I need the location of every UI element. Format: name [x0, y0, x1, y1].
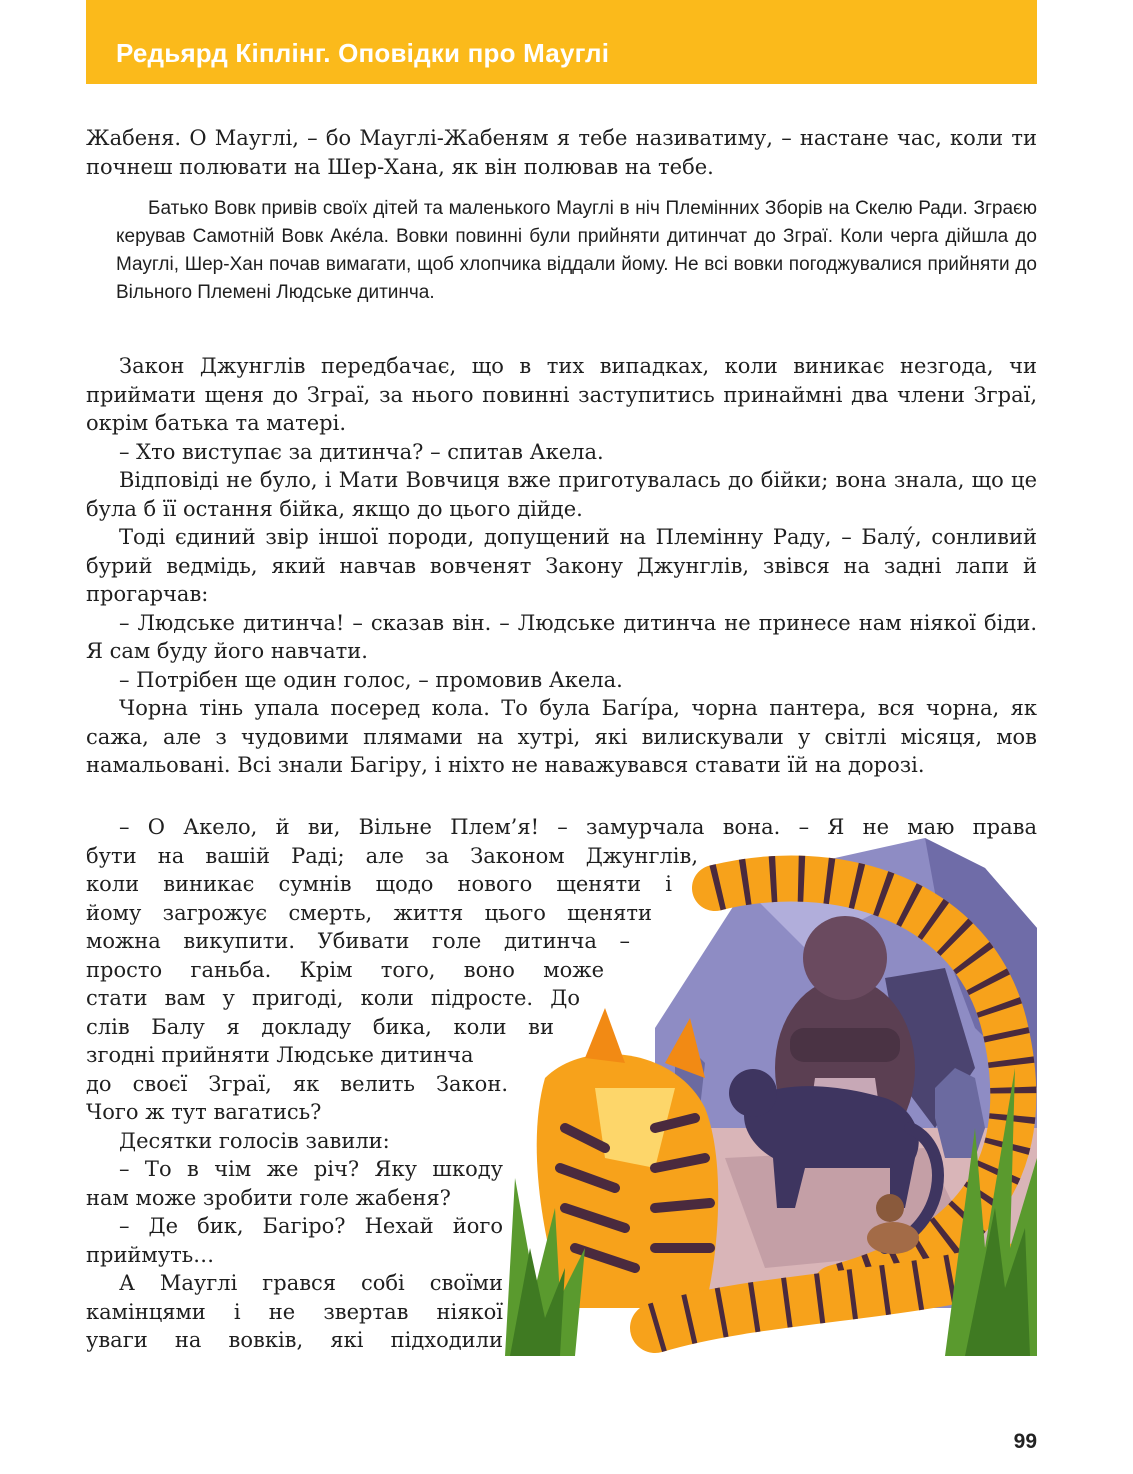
text-line: – О Акело, й ви, Вільне Плем’я! – замурчала вона. – Я не маю права — [119, 815, 1037, 839]
text-line: нам може зробити голе жабеня? — [86, 1185, 451, 1210]
text-line: камінцями і не звертав ніякої — [86, 1299, 503, 1324]
page-number: 99 — [1013, 1430, 1037, 1453]
running-title: Редьярд Кіплінг. Оповідки про Мауглі — [116, 38, 610, 68]
text-line: коли виникає сумнів щодо нового щеняти і — [86, 872, 672, 896]
text-line: приймуть… — [86, 1242, 215, 1267]
paragraph: – Потрібен ще один голос, – промовив Акела. — [119, 667, 623, 692]
text-line: уваги на вовків, які підходили — [86, 1328, 503, 1352]
mowgli-head — [876, 1194, 904, 1222]
paragraph: Закон Джунглів передбачає, що в тих випадках, коли виникає незгода, чи приймати щеня до Зграї, за нього повинні заступитись принаймні два члени Зграї, окрім батька та матері. — [86, 354, 1037, 435]
intro-paragraph-block — [86, 124, 1037, 181]
text-line: стати вам у пригоді, коли підросте. До — [86, 986, 580, 1010]
text-line: до своєї Зграї, як велить Закон. — [86, 1071, 508, 1096]
text-line: бути на вашій Раді; але за Законом Джунглів, — [86, 843, 698, 868]
main-text — [86, 352, 1037, 780]
tiger-ear-left — [585, 1008, 625, 1063]
paragraph: Тоді єдиний звір іншої породи, допущений на Племінну Раду, – Балу́, сонливий бурий ведмідь, який навчав вовченят Закону Джунглів, звівся на задні лапи й прогарчав: — [86, 525, 1037, 606]
mowgli-body — [867, 1222, 919, 1254]
text-line: слів Балу я докладу бика, коли ви — [86, 1014, 554, 1039]
text-line: – То в чім же річ? Яку шкоду — [119, 1157, 503, 1181]
text-line: – Де бик, Багіро? Нехай його — [119, 1214, 503, 1238]
paragraph: – Хто виступає за дитинча? – спитав Акела. — [119, 439, 604, 464]
paragraph: – Людське дитинча! – сказав він. – Людське дитинча не принесе нам ніякої біди. Я сам буду його навчати. — [86, 610, 1037, 663]
text-line: просто ганьба. Крім того, воно може — [86, 957, 604, 982]
bear-head — [803, 916, 887, 1000]
paragraph: Відповіді не було, і Мати Вовчиця вже приготувалась до бійки; вона знала, що це була б її остання бійка, якщо до цього дійде. — [86, 468, 1037, 521]
summary-box — [116, 195, 1037, 307]
jungle-council-illustration — [505, 828, 1037, 1356]
intro-paragraph: Жабеня. О Мауглі, – бо Мауглі-Жабеням я тебе називатиму, – настане час, коли ти почнеш полювати на Шер-Хана, як він полював на тебе. — [86, 126, 1037, 179]
bear-arms — [790, 1028, 900, 1062]
panther-head — [729, 1069, 777, 1117]
text-line: А Мауглі грався собі своїми — [119, 1271, 503, 1295]
text-line: Десятки голосів завили: — [119, 1128, 390, 1153]
text-line: можна викупити. Убивати голе дитинча – — [86, 929, 630, 953]
text-line: Чого ж тут вагатись? — [86, 1100, 322, 1124]
summary-text: Батько Вовк привів своїх дітей та маленького Мауглі в ніч Племінних Зборів на Скелю Ради. Зграєю керував Самотній Вовк Аке́ла. Вовки повинні були прийняти дитинчат до Зграї. Коли черга дійшла до Мауглі, Шер-Хан почав вимагати, щоб хлопчика віддали йому. Не всі вовки погоджувалися прийняти до Вільного Племені Людське дитинча. — [116, 198, 1037, 303]
text-line: йому загрожує смерть, життя цього щеняти — [86, 900, 652, 925]
text-line: згодні прийняти Людське дитинча — [86, 1043, 474, 1067]
paragraph: Чорна тінь упала посеред кола. То була Багі́ра, чорна пантера, вся чорна, як сажа, але з чудовими плямами на хутрі, які вилискували у світлі місяця, мов намальовані. Всі знали Багіру, і ніхто не наважувався ставати їй на дорозі. — [86, 696, 1037, 777]
